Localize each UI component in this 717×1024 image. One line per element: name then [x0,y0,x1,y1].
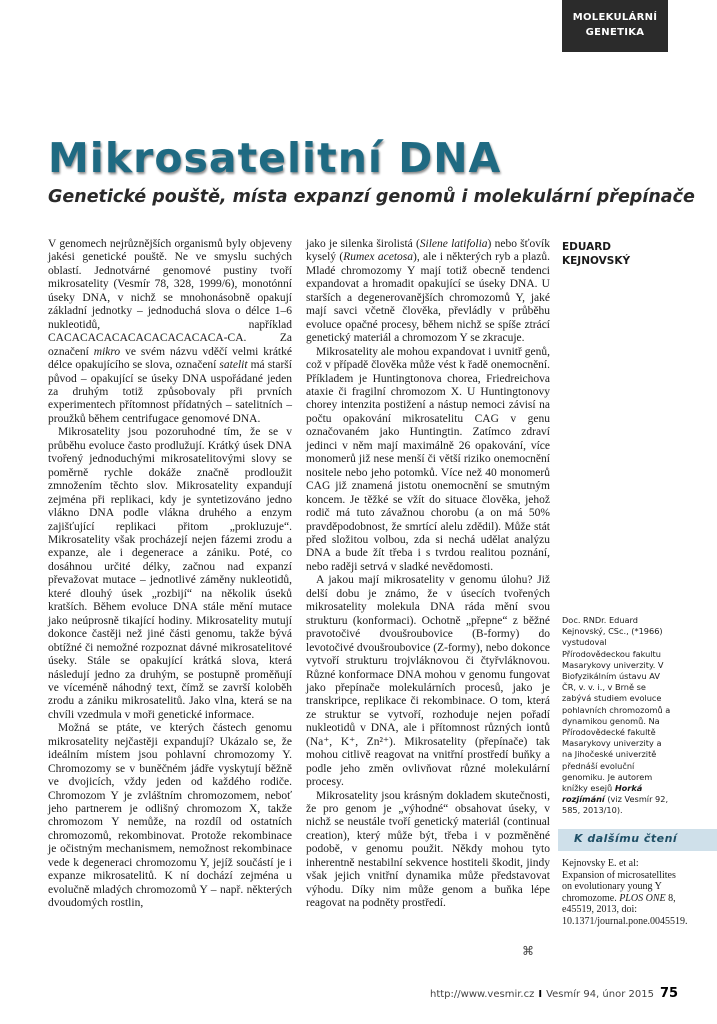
footer-url[interactable]: http://www.vesmir.cz [430,989,535,1000]
article-title: Mikrosatelitní DNA [48,134,502,182]
author-name [562,240,672,268]
paragraph-conclusion: Mikrosatelity jsou krásným dokladem skutečnosti, že pro genom je „výhodné“ obsahovat úseky, v nichž se neustále tvoří genetický materiál (continual creation), který může být, třeba i v pozměněné podobě, v genomu použit. Někdy mohou tyto inherentně nestabilní sekvence hostiteli škodit, jindy však jejich vnitřní dynamika může představovat výhodu. Díky nim může genom a buňka lépe reagovat na podněty prostředí. [306,789,550,910]
article-end-icon: ⌘ [522,944,534,958]
paragraph-conformation: A jakou mají mikrosatelity v genomu úlohu? Již delší dobu je známo, že v úsecích tvořených mikrosatelity molekula DNA ráda mění svou strukturu (konformaci). Ochotně „přepne“ z běžné pravotočivé dvoušroubovice (B-formy) do levotočivé dvoušroubovice (Z-formy), nebo dokonce vytvoří strukturu trojvláknovou či čtyřvláknovou. Různé konformace DNA mohou v genomu fungovat jako přepínače molekulárních procesů, jako je transkripce, replikace či rekombinace. O tom, která ze struktur se vytvoří, rozhoduje nejen pořadí nukleotidů v DNA, ale i přítomnost různých iontů (Na⁺, K⁺, Zn²⁺). Mikrosatelity (přepínače) tak mohou citlivě reagovat na vnitřní prostředí buňky a podle jeho změn ovlivňovat různé molekulární procesy. [306,574,550,789]
term-satelit: satelit [219,359,248,372]
reference-text-a: Kejnovsky E. et al: Expansion of microsatellites on evolutionary young Y chromozome. [562,858,676,904]
plants-text-a: jako je silenka širolistá ( [306,238,420,250]
footer-separator: I [538,989,543,1000]
bio-text-b: (viz Vesmír 92, 585, 2013/10). [562,794,669,816]
section-label [562,0,668,52]
paragraph-diseases: Mikrosatelity ale mohou expandovat i uvnitř genů, což v případě člověka může vést k řadě onemocnění. Příkladem je Huntingtonova chorea, Friedreichova ataxie či fragilní chromozom X. U Huntingtonovy chorey intenzita postižení a nástup nemoci závisí na počtu opakování mikrosatelitu CAG v genu označovaném jako Huntingtin. Zatímco zdraví jedinci v něm mají maximálně 26 opakování, více monomerů již nese menší či větší riziko onemocnění nositele nebo jeho potomků. Více než 40 monomerů CAG již znamená jistotu onemocnění se smutným koncem. Je těžké se vžít do situace člověka, jehož rodič má tuto závažnou chorobu (a on má 50% pravděpodobnost, že smrtící alelu zdědil). Může stát před složitou volbou, zda si nechá udělat analýzu DNA a bude žít třeba i s tvrdou realitou poznání, nebo raději setrvá v sladké nevědomosti. [306,345,550,573]
species-rumex: Rumex acetosa [343,251,413,264]
text-column-1 [48,238,292,911]
paragraph-expansion: Mikrosatelity jsou pozoruhodné tím, že se v průběhu evoluce často prodlužují. Krátký úsek DNA tvořený jednoduchými mikrosatelitovými slovy se poměrně rychle dokáže značně prodloužit zmnožením těchto slov. Mikrosatelity expandují zejména při replikaci, kdy je syntetizováno jedno vlákno DNA podle vlákna druhého a enzym zajišťující replikaci přitom „prokluzuje“. Mikrosatelity však procházejí nejen fázemi zrodu a expanze, ale i degenerace a zániku. Poté, co dosáhnou určité délky, začnou nad expanzí převažovat mutace – jednotlivé záměny nukleotidů, které dlouhý úsek „rozbijí“ na několik úseků kratších. Během evoluce DNA stále mění mutace jako neúprosně tikající hodiny. Mikrosatelity mutují dokonce častěji než jiné části genomu, takže bývá obtížné či nemožné rozpoznat dávné mikrosatelitové úseky. Stále se opakující krátká slova, která následují jedno za druhým, se postupně proměňují ve víceméně náhodný text, čímž se završí koloběh zrodu a zániku mikrosatelitů. Jako vlna, která se na chvíli vzedmula v moři genetické informace. [48,426,292,721]
page-number: 75 [659,986,679,1001]
bio-text-a: Doc. RNDr. Eduard Kejnovský, CSc., (*1966) vystudoval Přírodovědeckou fakultu Masarykovy univerzity. V Biofyzikálním ústavu AV ČR, v. v. i., v Brně se zabývá studiem evoluce pohlavních chromozomů a dynamikou genomů. Na Přírodovědecké fakultě Masarykovy univerzity a na Jihočeské univerzitě přednáší evoluční genomiku. Je autorem knížky esejů [562,615,671,794]
plants-text-c: ), ale i některých ryb a plazů. Mladé chromozomy Y mají totiž obecně tendenci expandovat a hromadit opakující se úseky DNA. U starších a degenerovanějších chromozomů Y, jaké mají savci včetně člověka, převládly v průběhu evoluce opačné procesy, během nichž se spíše ztrácí genetický materiál a chromozom Y se zkracuje. [306,251,550,345]
intro-text-c: má starší původ – opakující se úseky DNA uspořádané jeden za druhým totiž způsobovaly při prvních experimentech přítomnost přídatných – satelitních – proužků během centrifugace genomové DNA. [48,359,292,425]
article-subtitle: Genetické pouště, místa expanzí genomů i molekulární přepínače [48,187,695,207]
intro-text-b: ve svém názvu vděčí velmi krátké délce opakujícího se slova, označení [48,345,292,372]
further-reading-reference [562,858,688,928]
footer-issue: Vesmír 94, únor 2015 [546,989,654,1000]
plants-text-b: ) nebo šťovík kyselý ( [306,238,550,264]
paragraph-y-chromosome: Možná se ptáte, ve kterých částech genomu mikrosatelity nejčastěji expandují? Ukázalo se, že ideálním místem jsou pohlavní chromozomy Y. Chromozomy se v buněčném jádře vyskytují běžně ve dvojicích, vždy jeden od každého rodiče. Chromozom Y je zvláštním chromozomem, neboť jeho partnerem je odlišný chromozom X, takže chromozom Y nemůže, na rozdíl od ostatních chromozomů, rekombinovat. Protože rekombinace je očistným mechanismem, nemožnost rekombinace vede k degeneraci chromozomu Y, jejíž součástí je i expanze mikrosatelitů. K ní dochází zejména u evolučně mladých chromozomů Y – např. některých dvoudomých rostlin, [48,722,292,910]
section-label-line2: GENETIKA [585,27,645,38]
further-reading-heading: K dalšímu čtení [574,832,678,845]
term-mikro: mikro [93,345,121,358]
author-first-name: EDUARD [562,241,612,253]
text-column-2 [306,238,550,911]
reference-text-b: 8, e45519, 2013, doi: 10.1371/journal.pone.0045519. [562,892,688,927]
intro-text-a: V genomech nejrůznějších organismů byly objeveny jakési genetické pouště. Ne ve smyslu suchých oblastí. Jednotvárné genomové pustiny tvoří mikrosatelity (Vesmír 78, 328, 1999/6), monotónní úseky DNA, v nichž se mnohonásobně opakují základní jednotky – jednoduchá slova o délce 1–6 nukleotidů, například CACACACACACACACACACACA-CA. Za označení [48,238,292,358]
author-bio [562,615,672,817]
paragraph-intro [48,238,292,426]
section-label-line1: MOLEKULÁRNÍ [572,12,658,23]
author-last-name: KEJNOVSKÝ [562,255,631,267]
bio-book-title: Horká rozjímání [562,783,643,805]
paragraph-plants [306,238,550,346]
species-silene: Silene latifolia [419,238,488,250]
reference-journal: PLOS ONE [619,892,666,904]
page-footer [430,986,678,1001]
